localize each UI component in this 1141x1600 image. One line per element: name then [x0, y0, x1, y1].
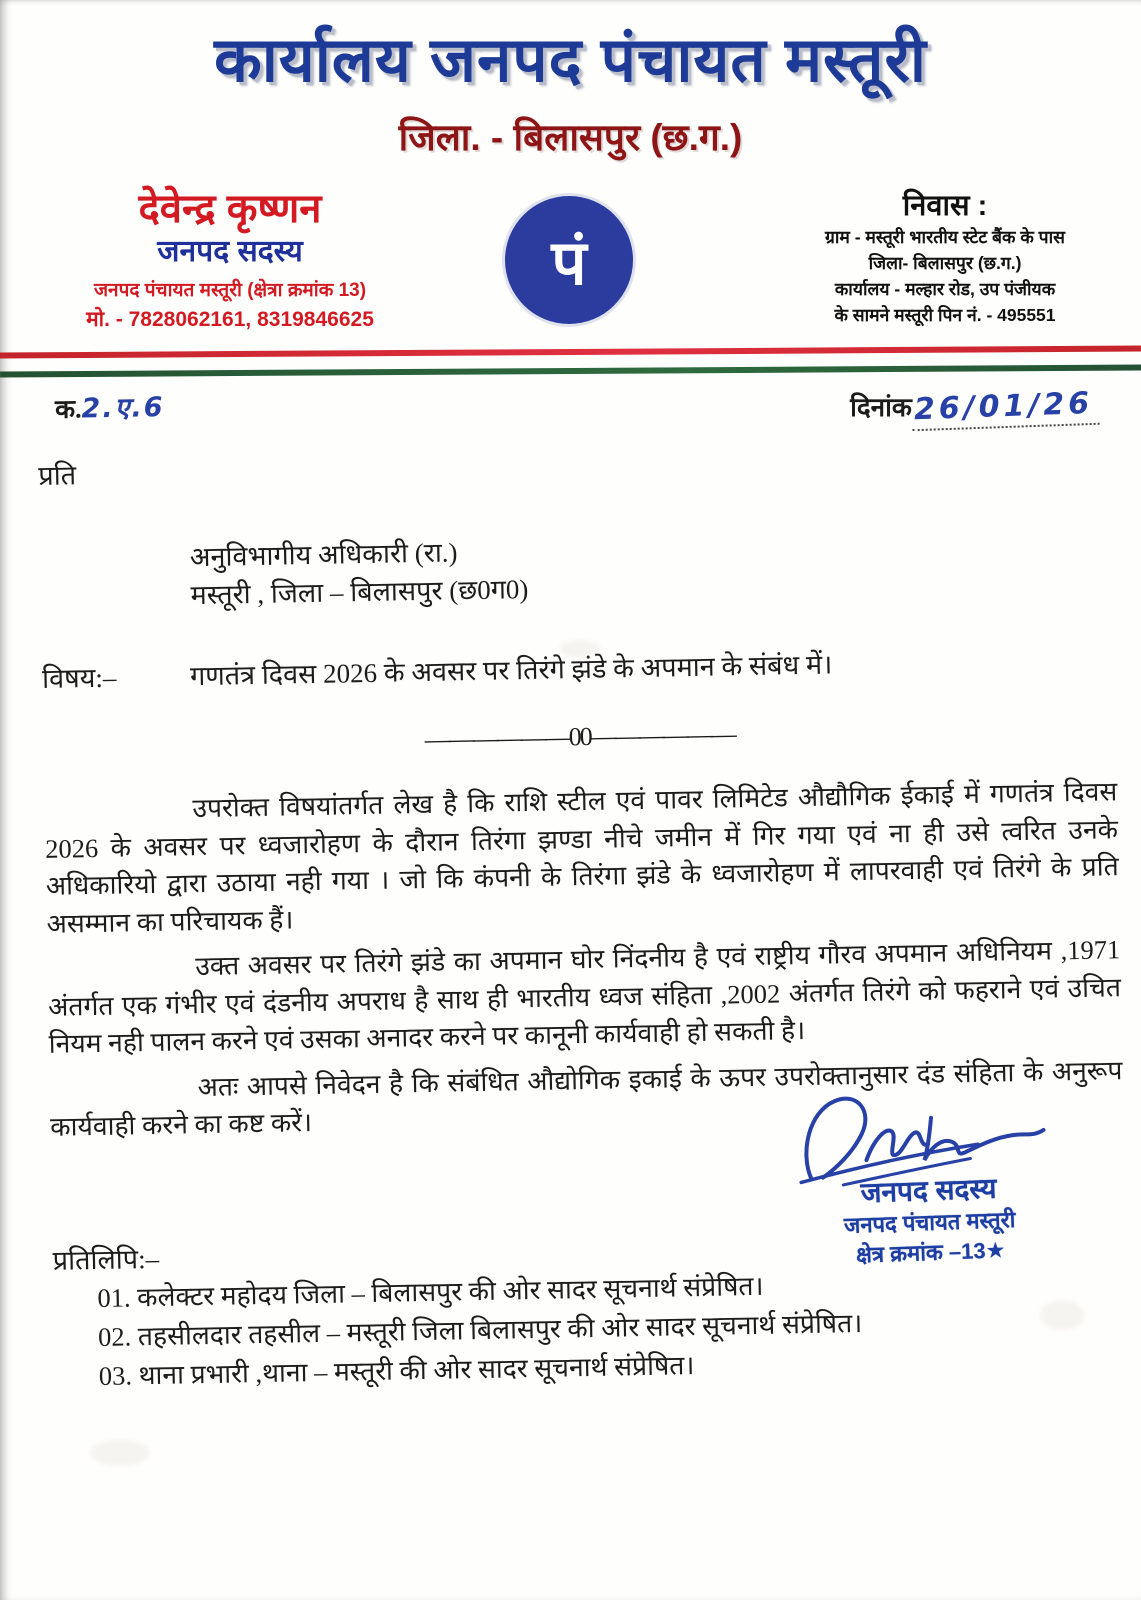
- body-paragraph-1: उपरोक्त विषयांतर्गत लेख है कि राशि स्टील एवं पावर लिमिटेड औद्यौगिक ईकाई में गणतंत्र दिवस 2026 के अवसर पर ध्वजारोहण के दौरान तिरंगा झण्डा नीचे जमीन में गिर गया एवं ना ही उसे त्वरित उनके अधिकारियो द्वारा उठाया नही गया । जो कि कंपनी के तिरंगा झंडे के ध्वजारोहण में लापरवाही एवं तिरंगे के प्रति असम्मान का परिचायक हैं।: [44, 776, 1119, 939]
- stamp-text: [763, 1168, 1096, 1273]
- copy-item: 03. थाना प्रभारी ,थाना – मस्तूरी की ओर सादर सूचनार्थ संप्रेषित।: [98, 1349, 695, 1391]
- residence-line: के सामने मस्तूरी पिन नं. - 495551: [834, 305, 1056, 325]
- scan-smudge: [90, 1440, 150, 1466]
- subject-text: गणतंत्र दिवस 2026 के अवसर पर तिरंगे झंडे के अपमान के संबंध में।: [189, 649, 833, 692]
- subject-label: विषय:–: [41, 662, 117, 694]
- copy-item: 01. कलेक्टर महोदय जिला – बिलासपुर की ओर सादर सूचनार्थ संप्रेषित।: [97, 1270, 764, 1313]
- office-title: कार्यालय जनपद पंचायत मस्तूरी: [214, 26, 927, 95]
- officer-designation: जनपद सदस्य: [157, 235, 303, 268]
- residence-block: [775, 188, 1115, 328]
- tricolor-separator: [0, 346, 1141, 378]
- recipient-line: अनुविभागीय अधिकारी (रा.): [189, 537, 458, 573]
- reference-row: [54, 385, 1099, 428]
- recipient-address: [189, 521, 1113, 614]
- letter-number: [55, 387, 165, 426]
- body-paragraph-2: उक्त अवसर पर तिरंगे झंडे का अपमान घोर निंदनीय है एवं राष्ट्रीय गौरव अपमान अधिनियम ,1971 अंतर्गत एक गंभीर एवं दंडनीय अपराध है साथ ही भारतीय ध्वज संहिता ,2002 अंतर्गत तिरंगे को फहराने एवं उचित नियम नही पालन करने एवं उसका अनादर करने पर कानूनी कार्यवाही हो सकती है।: [47, 934, 1122, 1059]
- letter-number-handwritten: 2.ए.6: [81, 392, 165, 425]
- panchayat-logo-icon: [505, 196, 633, 324]
- signature-block: [760, 1076, 1096, 1273]
- copy-item: 02. तहसीलदार तहसील – मस्तूरी जिला बिलासपुर की ओर सादर सूचनार्थ संप्रेषित।: [97, 1307, 863, 1352]
- body-paragraph-3: अतः आपसे निवेदन है कि संबंधित औद्योगिक इकाई के ऊपर उपरोक्तानुसार दंड संहिता के अनुरूप कार्यवाही करने का कष्ट करें।: [49, 1054, 1123, 1142]
- date-handwritten: 26/01/26: [911, 386, 1099, 432]
- officer-organisation: जनपद पंचायत मस्तूरी (क्षेत्रा क्रमांक 13): [93, 280, 367, 301]
- scan-smudge: [560, 640, 600, 658]
- officer-name: देवेन्द्र कृष्णन: [138, 187, 322, 231]
- zero-separator: ——————00——————: [424, 719, 735, 754]
- letter-number-label: क.: [54, 394, 82, 424]
- date-label: दिनांक: [850, 393, 912, 422]
- residence-line: कार्यालय - मल्हार रोड, उप पंजीयक: [834, 279, 1056, 299]
- logo-letter: पं: [551, 229, 587, 298]
- scan-smudge: [1040, 1300, 1084, 1330]
- letter-date: [850, 385, 1099, 428]
- residence-line: ग्राम - मस्तूरी भारतीय स्टेट बैंक के पास: [825, 227, 1065, 247]
- stamp-ward-number: क्षेत्र क्रमांक –13★: [855, 1237, 1006, 1268]
- stamp-designation: जनपद सदस्य: [860, 1172, 997, 1209]
- salutation: प्रति: [38, 460, 77, 491]
- officer-block: [55, 186, 405, 334]
- residence-line: जिला- बिलासपुर (छ.ग.): [868, 253, 1022, 273]
- red-rule: [0, 346, 1141, 359]
- stamp-office: जनपद पंचायत मस्तूरी: [843, 1206, 1016, 1238]
- copies-label: प्रतिलिपि:–: [52, 1243, 160, 1276]
- green-rule: [0, 365, 1141, 378]
- recipient-line: मस्तूरी , जिला – बिलासपुर (छ0ग0): [190, 574, 529, 611]
- officer-mobile-numbers: मो. - 7828062161, 8319846625: [86, 308, 374, 331]
- district-subtitle: जिला. - बिलासपुर (छ.ग.): [398, 117, 743, 158]
- residence-heading: निवास :: [902, 190, 988, 222]
